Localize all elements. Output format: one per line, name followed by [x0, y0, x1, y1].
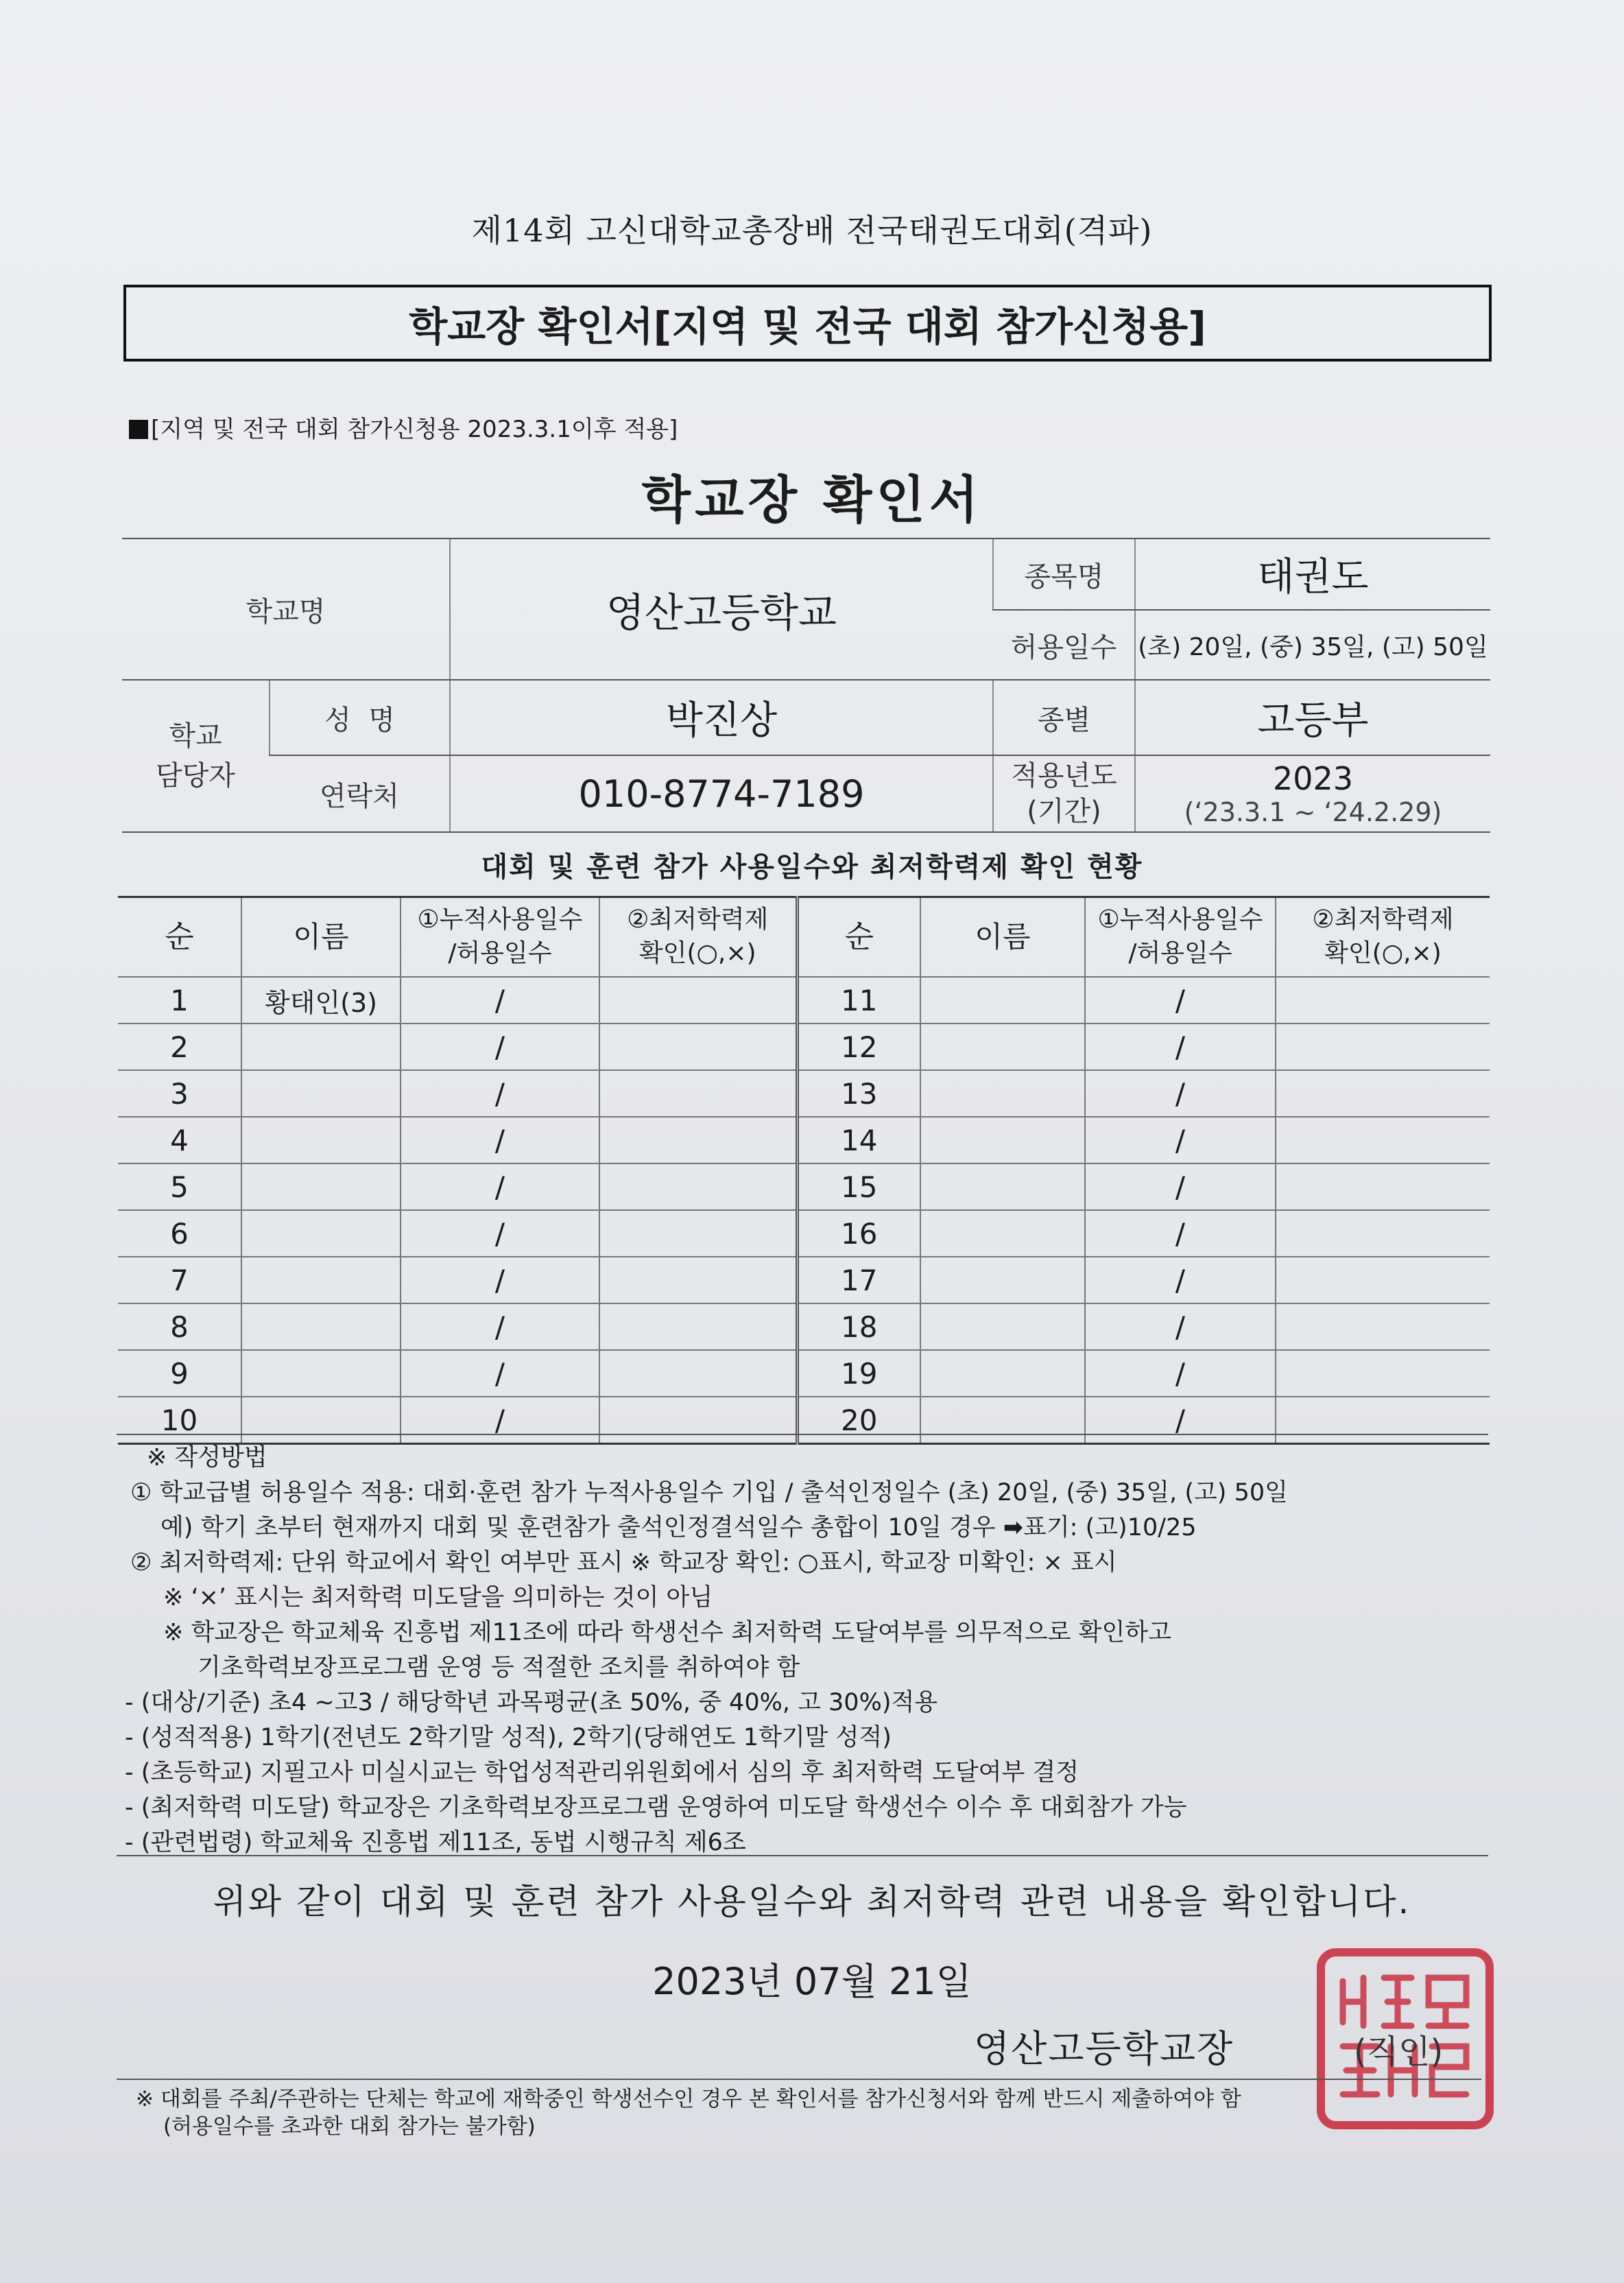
row-name: 황태인(3) [241, 977, 401, 1024]
row-days: / [1085, 1163, 1276, 1210]
row-days: / [401, 1210, 599, 1257]
table-row [118, 1397, 1490, 1444]
col-check: ②최저학력제 확인(○,×) [599, 897, 797, 978]
principal-name: 영산고등학교장 [974, 2027, 1234, 2070]
row-name [920, 1117, 1085, 1163]
school-label: 학교명 [122, 539, 450, 680]
note-1-example-text: 예) 학기 초부터 현재까지 대회 및 훈련참가 출석인정결석일수 총합이 10일 경우 [160, 1514, 996, 1541]
row-number: 6 [118, 1210, 241, 1257]
row-number: 19 [797, 1350, 920, 1397]
year-value: 2023 [1272, 760, 1354, 797]
table-row [118, 1163, 1490, 1210]
row-number: 13 [797, 1070, 920, 1117]
row-name [241, 1070, 401, 1117]
title-box-text: 학교장 확인서[지역 및 전국 대회 참가신청용] [409, 303, 1206, 350]
row-days: / [401, 1070, 599, 1117]
event-title: 제14회 고신대학교총장배 전국태권도대회(격파) [471, 212, 1153, 249]
table-row [118, 1210, 1490, 1257]
row-check [599, 1350, 797, 1397]
row-check [1276, 1303, 1490, 1350]
row-number: 8 [118, 1303, 241, 1350]
col-name-2: 이름 [920, 897, 1085, 978]
row-check [599, 977, 797, 1024]
row-check [599, 1070, 797, 1117]
note-detail-5: - (관련법령) 학교체육 진흥법 제11조, 동법 시행규칙 제6조 [125, 1829, 746, 1856]
arrow-right-icon: ➡ [1003, 1514, 1024, 1541]
name-value: 박진상 [450, 680, 993, 755]
row-name [920, 1397, 1085, 1444]
table-row [118, 1070, 1490, 1117]
footer-line-1: ※ 대회를 주최/주관하는 단체는 학교에 재학중인 학생선수인 경우 본 확인서를 참가신청서와 함께 반드시 제출하여야 함 [136, 2087, 1241, 2112]
row-number: 16 [797, 1210, 920, 1257]
row-number: 20 [797, 1397, 920, 1444]
row-name [920, 1303, 1085, 1350]
row-days: / [1085, 1350, 1276, 1397]
row-check [1276, 977, 1490, 1024]
row-days: / [401, 1397, 599, 1444]
row-name [920, 1257, 1085, 1303]
contact-label: 연락처 [270, 755, 450, 832]
row-number: 18 [797, 1303, 920, 1350]
row-check [599, 1117, 797, 1163]
table-row [118, 1117, 1490, 1163]
row-days: / [1085, 1303, 1276, 1350]
row-check [1276, 1257, 1490, 1303]
note-detail-4: - (최저학력 미도달) 학교장은 기초학력보장프로그램 운영하여 미도달 학생선수 이수 후 대회참가 가능 [125, 1794, 1187, 1821]
row-check [599, 1024, 797, 1070]
row-days: / [401, 977, 599, 1024]
instructions [125, 1441, 1502, 1860]
note-detail-3: - (초등학교) 지필고사 미실시교는 학업성적관리위원회에서 심의 후 최저학력 도달여부 결정 [125, 1759, 1079, 1786]
row-days: / [401, 1257, 599, 1303]
note-detail-1: - (대상/기준) 초4 ~고3 / 해당학년 과목평균(초 50%, 중 40%, 고 30%)적용 [125, 1689, 938, 1716]
note-2-b: ※ 학교장은 학교체육 진흥법 제11조에 따라 학생선수 최저학력 도달여부를 의무적으로 확인하고 [163, 1619, 1171, 1646]
row-number: 3 [118, 1070, 241, 1117]
col-name: 이름 [241, 897, 401, 978]
note-detail-2: - (성적적용) 1학기(전년도 2학기말 성적), 2학기(당해연도 1학기말 성적) [125, 1724, 892, 1751]
table-row [118, 1024, 1490, 1070]
divider-2 [117, 1855, 1488, 1856]
row-days: / [401, 1303, 599, 1350]
col-check-2: ②최저학력제 확인(○,×) [1276, 897, 1490, 978]
footer-note [136, 2085, 1501, 2140]
row-days: / [1085, 1397, 1276, 1444]
row-days: / [1085, 1210, 1276, 1257]
row-days: / [401, 1350, 599, 1397]
row-name [920, 1163, 1085, 1210]
status-table-body [118, 977, 1490, 1444]
row-name [920, 1070, 1085, 1117]
year-label: 적용년도 (기간) [993, 755, 1135, 832]
row-name [920, 977, 1085, 1024]
row-name [241, 1024, 401, 1070]
instructions-heading: ※ 작성방법 [147, 1444, 267, 1471]
divider [117, 1434, 1488, 1435]
period-value: (‘23.3.1 ~ ‘24.2.29) [1184, 797, 1442, 827]
note-1-example [130, 1511, 1502, 1546]
section-title: 대회 및 훈련 참가 사용일수와 최저학력제 확인 현황 [481, 851, 1143, 883]
document-title: 학교장 확인서 [641, 471, 983, 530]
row-check [1276, 1397, 1490, 1444]
status-table [118, 896, 1490, 1445]
allowed-days-value: (초) 20일, (중) 35일, (고) 50일 [1135, 610, 1490, 680]
row-number: 17 [797, 1257, 920, 1303]
row-number: 5 [118, 1163, 241, 1210]
row-number: 15 [797, 1163, 920, 1210]
row-number: 11 [797, 977, 920, 1024]
year-cell [1135, 755, 1490, 832]
note-1-example-mark: 표기: (고)10/25 [1023, 1514, 1197, 1541]
row-check [1276, 1350, 1490, 1397]
row-days: / [1085, 1070, 1276, 1117]
col-days: ①누적사용일수 /허용일수 [401, 897, 599, 978]
row-number: 12 [797, 1024, 920, 1070]
table-row [118, 977, 1490, 1024]
row-name [241, 1163, 401, 1210]
seal-label: (직인) [1354, 2033, 1444, 2071]
col-days-2: ①누적사용일수 /허용일수 [1085, 897, 1276, 978]
note-2-c: 기초학력보장프로그램 운영 등 적절한 조치를 취하여야 함 [198, 1654, 800, 1681]
row-number: 2 [118, 1024, 241, 1070]
confirm-statement: 위와 같이 대회 및 훈련 참가 사용일수와 최저학력 관련 내용을 확인합니다. [213, 1882, 1411, 1921]
row-name [920, 1024, 1085, 1070]
manager-label: 학교 담당자 [122, 680, 270, 832]
row-check [599, 1257, 797, 1303]
category-value: 고등부 [1135, 680, 1490, 755]
sport-value: 태권도 [1135, 539, 1490, 610]
table-row [118, 1303, 1490, 1350]
col-no: 순 [118, 897, 241, 978]
row-name [241, 1397, 401, 1444]
row-check [599, 1210, 797, 1257]
row-days: / [401, 1163, 599, 1210]
row-check [599, 1303, 797, 1350]
row-name [241, 1117, 401, 1163]
row-check [1276, 1024, 1490, 1070]
title-box [123, 285, 1492, 362]
row-check [1276, 1210, 1490, 1257]
table-row [118, 1350, 1490, 1397]
row-name [920, 1210, 1085, 1257]
name-label: 성 명 [270, 680, 450, 755]
row-days: / [1085, 1257, 1276, 1303]
category-label: 종별 [993, 680, 1135, 755]
row-name [241, 1210, 401, 1257]
allowed-days-label: 허용일수 [993, 610, 1135, 680]
row-name [920, 1350, 1085, 1397]
contact-value: 010-8774-7189 [450, 755, 993, 832]
info-table [122, 538, 1490, 833]
row-name [241, 1350, 401, 1397]
row-number: 4 [118, 1117, 241, 1163]
row-number: 14 [797, 1117, 920, 1163]
row-number: 7 [118, 1257, 241, 1303]
row-days: / [1085, 1024, 1276, 1070]
note-1: ① 학교급별 허용일수 적용: 대회·훈련 참가 누적사용일수 기입 / 출석인정일수 (초) 20일, (중) 35일, (고) 50일 [130, 1479, 1288, 1506]
row-check [599, 1163, 797, 1210]
divider-3 [117, 2079, 1481, 2080]
row-check [599, 1397, 797, 1444]
row-check [1276, 1117, 1490, 1163]
sport-label: 종목명 [993, 539, 1135, 610]
table-row [118, 1257, 1490, 1303]
row-days: / [1085, 977, 1276, 1024]
school-value: 영산고등학교 [450, 539, 993, 680]
sub-note-text: [지역 및 전국 대회 참가신청용 2023.3.1이후 적용] [151, 416, 678, 443]
row-check [1276, 1070, 1490, 1117]
col-no-2: 순 [797, 897, 920, 978]
row-number: 9 [118, 1350, 241, 1397]
note-2: ② 최저학력제: 단위 학교에서 확인 여부만 표시 ※ 학교장 확인: ○표시, 학교장 미확인: × 표시 [130, 1549, 1117, 1576]
row-days: / [401, 1024, 599, 1070]
row-days: / [1085, 1117, 1276, 1163]
row-number: 10 [118, 1397, 241, 1444]
row-name [241, 1303, 401, 1350]
note-2-a: ※ ‘×’ 표시는 최저학력 미도달을 의미하는 것이 아님 [163, 1584, 713, 1611]
row-check [1276, 1163, 1490, 1210]
sub-note [129, 410, 678, 444]
document-date: 2023년 07월 21일 [652, 1960, 972, 2003]
square-bullet-icon [129, 420, 148, 439]
row-number: 1 [118, 977, 241, 1024]
row-days: / [401, 1117, 599, 1163]
footer-line-2: (허용일수를 초과한 대회 참가는 불가함) [163, 2114, 536, 2139]
row-name [241, 1257, 401, 1303]
